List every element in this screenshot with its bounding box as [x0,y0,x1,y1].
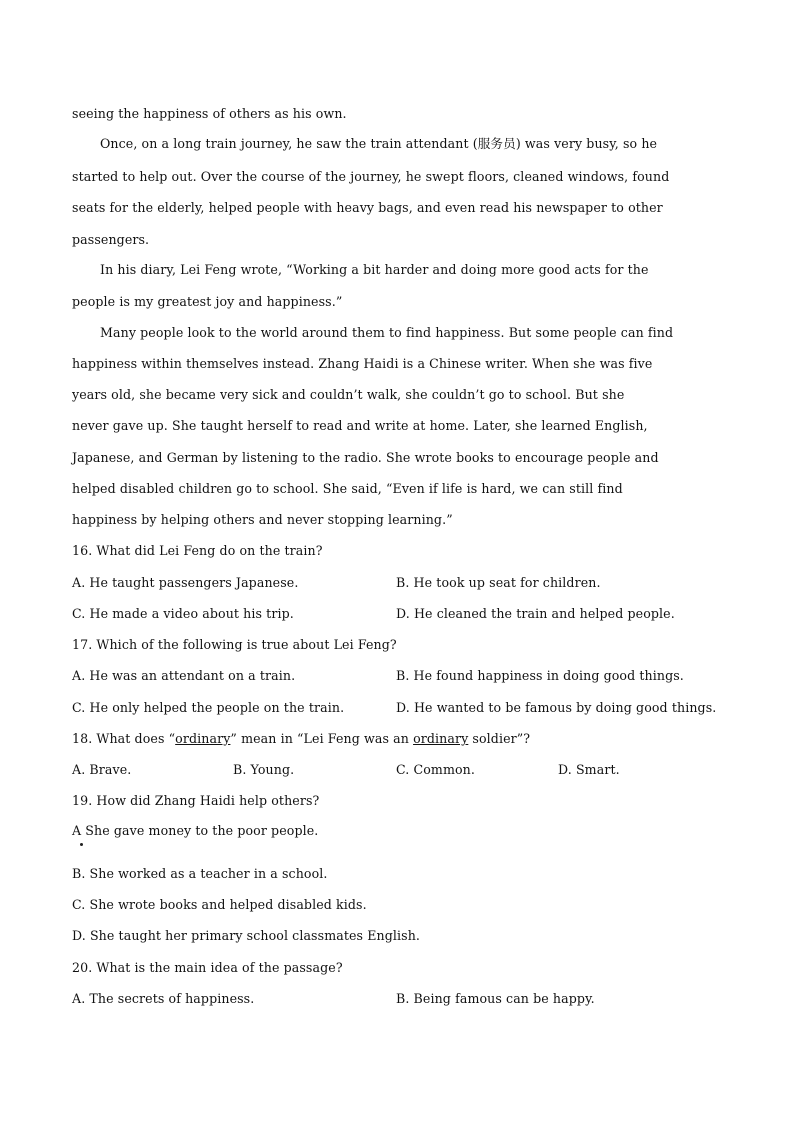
passage-line: happiness by helping others and never stopping learning.” [72,512,453,527]
q16-option-b[interactable]: B. He took up seat for children. [396,575,601,590]
q17-option-d[interactable]: D. He wanted to be famous by doing good things. [396,700,717,715]
q20-option-b[interactable]: B. Being famous can be happy. [396,991,595,1006]
q16-option-d[interactable]: D. He cleaned the train and helped people. [396,606,675,621]
q18-stem-mid: ” mean in “Lei Feng was an [230,731,414,746]
passage-line: people is my greatest joy and happiness.” [72,294,343,309]
q18-option-c[interactable]: C. Common. [396,762,475,777]
question-18-stem [72,731,530,747]
q17-option-a[interactable]: A. He was an attendant on a train. [72,668,296,683]
passage-line: Once, on a long train journey, he saw the train attendant (服务员) was very busy, so he [100,136,658,151]
q19-option-b[interactable]: B. She worked as a teacher in a school. [72,866,328,881]
q17-option-c[interactable]: C. He only helped the people on the train. [72,700,345,715]
q16-option-a[interactable]: A. He taught passengers Japanese. [72,575,299,590]
q18-underlined-word-context: ordinary [413,731,469,746]
passage-line: Japanese, and German by listening to the radio. She wrote books to encourage people and [72,450,659,465]
passage-line: helped disabled children go to school. She said, “Even if life is hard, we can still find [72,481,623,496]
q18-underlined-word: ordinary [175,731,231,746]
passage-line: years old, she became very sick and couldn’t walk, she couldn’t go to school. But she [72,387,625,402]
stray-dot-mark [80,843,83,846]
q19-option-c[interactable]: C. She wrote books and helped disabled kids. [72,897,367,912]
q18-option-d[interactable]: D. Smart. [558,762,620,777]
passage-line: started to help out. Over the course of the journey, he swept floors, cleaned windows, found [72,169,670,184]
passage-line: seeing the happiness of others as his own. [72,106,347,121]
q18-stem-post: soldier”? [468,731,531,746]
question-20-stem: 20. What is the main idea of the passage? [72,960,343,975]
passage-line: passengers. [72,232,150,247]
question-17-stem: 17. Which of the following is true about Lei Feng? [72,637,397,652]
question-16-stem: 16. What did Lei Feng do on the train? [72,543,323,558]
q16-option-c[interactable]: C. He made a video about his trip. [72,606,294,621]
q19-option-d[interactable]: D. She taught her primary school classmates English. [72,928,421,943]
q17-option-b[interactable]: B. He found happiness in doing good things. [396,668,684,683]
passage-line: In his diary, Lei Feng wrote, “Working a bit harder and doing more good acts for the [100,262,649,277]
passage-line: Many people look to the world around them to find happiness. But some people can find [100,325,674,340]
passage-line: never gave up. She taught herself to read and write at home. Later, she learned English, [72,418,648,433]
q18-option-a[interactable]: A. Brave. [72,762,132,777]
passage-line: happiness within themselves instead. Zhang Haidi is a Chinese writer. When she was five [72,356,653,371]
passage-line: seats for the elderly, helped people with heavy bags, and even read his newspaper to other [72,200,663,215]
q19-option-a[interactable]: A She gave money to the poor people. [72,823,319,838]
q18-option-b[interactable]: B. Young. [233,762,295,777]
question-19-stem: 19. How did Zhang Haidi help others? [72,793,320,808]
q20-option-a[interactable]: A. The secrets of happiness. [72,991,255,1006]
q18-stem-pre: 18. What does “ [72,731,176,746]
